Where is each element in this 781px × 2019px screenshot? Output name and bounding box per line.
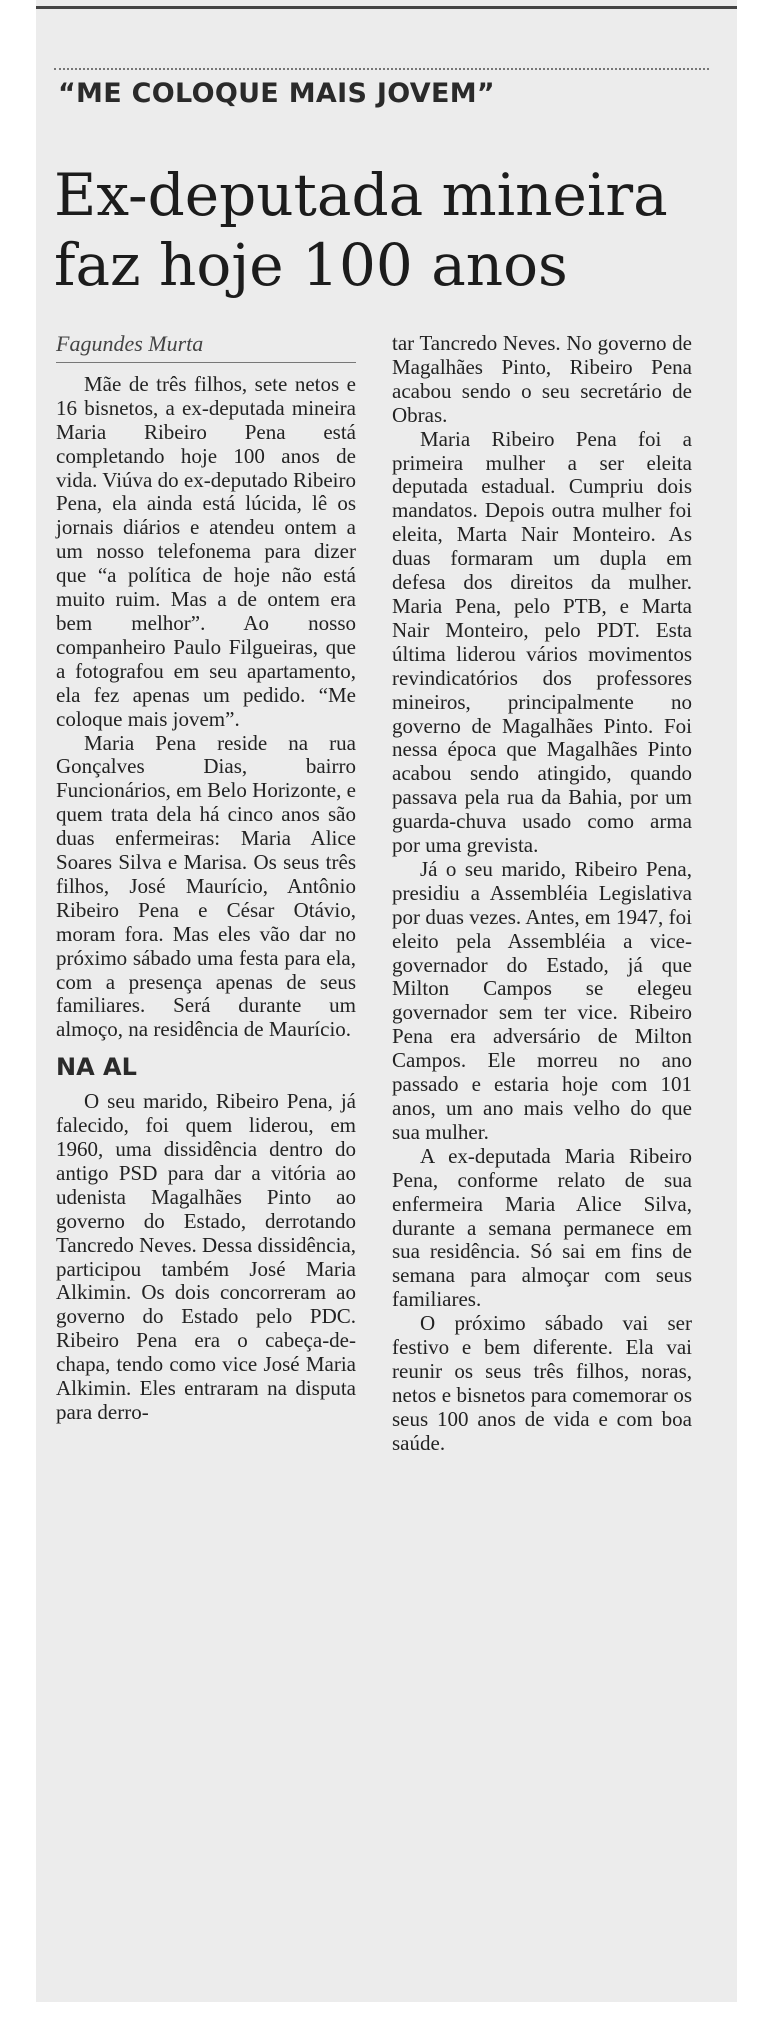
paragraph: tar Tancredo Neves. No governo de Magalhães Pinto, Ribeiro Pena acabou sendo o seu secretário de Obras. bbox=[392, 331, 692, 427]
paragraph: O seu marido, Ribeiro Pena, já falecido, foi quem liderou, em 1960, uma dissidência dentro do antigo PSD para dar a vitória ao udenista Magalhães Pinto ao governo do Estado, derrotando Tancredo Neves. Dessa dissidência, participou também José Maria Alkimin. Os dois concorreram ao governo do Estado pelo PDC. Ribeiro Pena era o cabeça-de-chapa, tendo como vice José Maria Alkimin. Eles entraram na disputa para derro- bbox=[56, 1089, 357, 1424]
top-rule bbox=[36, 6, 737, 9]
subhead: NA AL bbox=[56, 1053, 137, 1082]
byline: Fagundes Murta bbox=[56, 332, 356, 363]
paragraph: O próximo sábado vai ser festivo e bem diferente. Ela vai reunir os seus três filhos, noras, netos e bisnetos para comemorar os seus 100 anos de vida e com boa saúde. bbox=[392, 1311, 692, 1455]
column-right bbox=[392, 332, 692, 1456]
paragraph: Já o seu marido, Ribeiro Pena, presidiu a Assembléia Legislativa por duas vezes. Antes, em 1947, foi eleito pela Assembléia a vice-governador do Estado, já que Milton Campos se elegeu governador sem ter vice. Ribeiro Pena era adversário de Milton Campos. Ele morreu no ano passado e estaria hoje com 101 anos, um ano mais velho do que sua mulher. bbox=[392, 856, 692, 1144]
newspaper-clipping bbox=[36, 0, 737, 2002]
dotted-divider bbox=[54, 68, 709, 70]
paragraph: Mãe de três filhos, sete netos e 16 bisnetos, a ex-deputada mineira Maria Ribeiro Pena está completando hoje 100 anos de vida. Viúva do ex-deputado Ribeiro Pena, ela ainda está lúcida, lê os jornais diários e atendeu ontem a um nosso telefonema para dizer que “a política de hoje não está muito ruim. Mas a de ontem era bem melhor”. Ao nosso companheiro Paulo Filgueiras, que a fotografou em seu apartamento, ela fez apenas um pedido. “Me coloque mais jovem”. bbox=[56, 371, 356, 731]
paragraph: Maria Ribeiro Pena foi a primeira mulher a ser eleita deputada estadual. Cumpriu dois mandatos. Depois outra mulher foi eleita, Marta Nair Monteiro. As duas formaram um dupla em defesa dos direitos da mulher. Maria Pena, pelo PTB, e Marta Nair Monteiro, pelo PDT. Esta última liderou vários movimentos revindicatórios dos professores mineiros, principalmente no governo de Magalhães Pinto. Foi nessa época que Magalhães Pinto acabou sendo atingido, quando passava pela rua da Bahia, por um guarda-chuva usado como arma por uma grevista. bbox=[392, 426, 692, 858]
paragraph: A ex-deputada Maria Ribeiro Pena, conforme relato de sua enfermeira Maria Alice Silva, durante a semana permanece em sua residência. Só sai em fins de semana para almoçar com seus familiares. bbox=[392, 1143, 692, 1312]
paragraph: Maria Pena reside na rua Gonçalves Dias, bairro Funcionários, em Belo Horizonte, e quem trata dela há cinco anos são duas enfermeiras: Maria Alice Soares Silva e Marisa. Os seus três filhos, José Maurício, Antônio Ribeiro Pena e César Otávio, moram fora. Mas eles vão dar no próximo sábado uma festa para ela, com a presença apenas de seus familiares. Será durante um almoço, na residência de Maurício. bbox=[56, 730, 356, 1042]
kicker: “ME COLOQUE MAIS JOVEM” bbox=[58, 78, 495, 109]
headline: Ex-deputada mineira faz hoje 100 anos bbox=[54, 161, 668, 299]
column-left bbox=[56, 332, 356, 1425]
